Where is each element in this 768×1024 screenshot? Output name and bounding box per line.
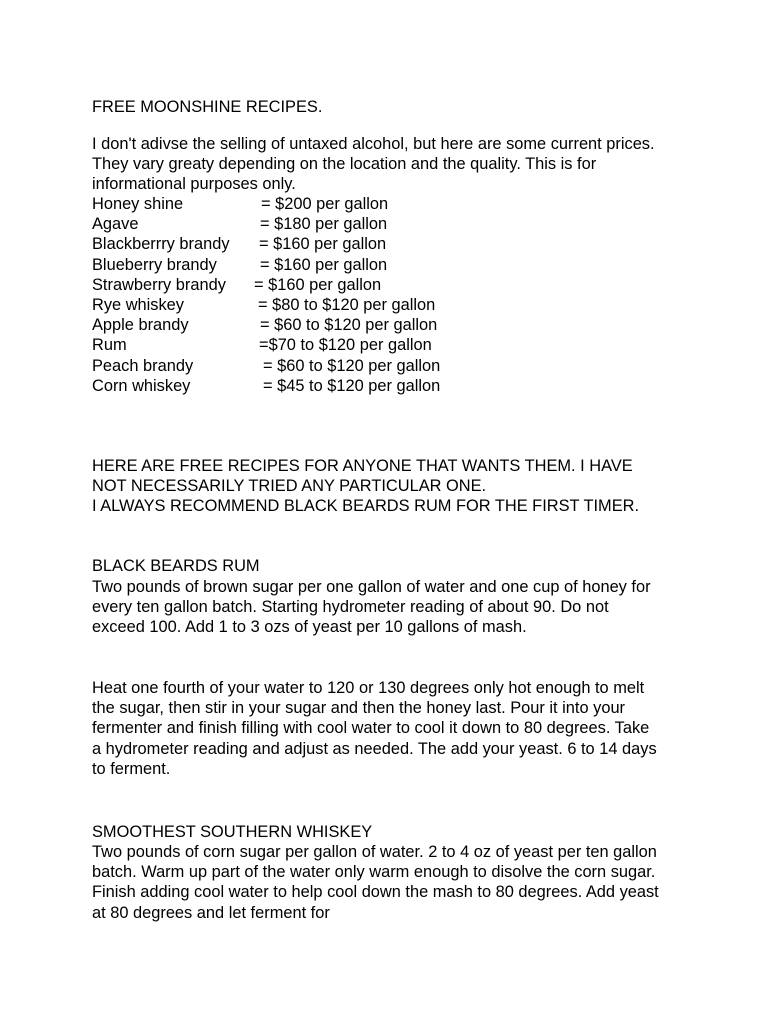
price-row: [92, 275, 572, 295]
intro-paragraph: I don't adivse the selling of untaxed alcohol, but here are some current prices. They vary greaty depending on the location and the quality. This is for informational purposes only.: [92, 135, 655, 194]
price-item-value: = $160 per gallon: [260, 255, 388, 274]
price-row: [92, 214, 572, 234]
price-row: [92, 356, 572, 376]
price-item-value: = $60 to $120 per gallon: [263, 356, 441, 375]
recommendation-text: I ALWAYS RECOMMEND BLACK BEARDS RUM FOR THE FIRST TIMER.: [92, 497, 640, 515]
price-row: [92, 335, 572, 355]
price-row: [92, 376, 572, 396]
price-item-name: Rum: [92, 336, 127, 355]
rum-paragraph-1: Two pounds of brown sugar per one gallon of water and one cup of honey for every ten gallon batch. Starting hydrometer reading of about 90. Do not exceed 100. Add 1 to 3 ozs of yeast per 10 gallons of mash.: [92, 578, 651, 637]
price-item-name: Blackberrry brandy: [92, 235, 230, 254]
document-title: FREE MOONSHINE RECIPES.: [92, 98, 323, 116]
price-item-name: Apple brandy: [92, 316, 189, 335]
price-item-value: = $160 per gallon: [259, 235, 387, 254]
price-item-value: = $80 to $120 per gallon: [258, 295, 436, 314]
price-row: [92, 255, 572, 275]
price-item-value: = $180 per gallon: [260, 215, 388, 234]
price-item-value: = $200 per gallon: [261, 195, 389, 213]
price-item-value: =$70 to $120 per gallon: [259, 336, 432, 355]
price-row: [92, 295, 572, 315]
price-item-value: = $45 to $120 per gallon: [263, 376, 441, 395]
price-item-value: = $160 per gallon: [254, 275, 382, 294]
price-row: [92, 194, 572, 214]
price-item-name: Blueberry brandy: [92, 255, 217, 274]
price-item-name: Rye whiskey: [92, 295, 184, 314]
price-row: [92, 315, 572, 335]
price-item-name: Corn whiskey: [92, 376, 191, 395]
price-row: [92, 234, 572, 254]
price-item-value: = $60 to $120 per gallon: [260, 316, 438, 335]
whiskey-paragraph-1: Two pounds of corn sugar per gallon of water. 2 to 4 oz of yeast per ten gallon batch. Warm up part of the water only warm enough to disolve the corn sugar. Finish adding cool water to help cool down the mash to 80 degrees. Add yeast at 80 degrees and let ferment for: [92, 843, 659, 922]
whiskey-heading: SMOOTHEST SOUTHERN WHISKEY: [92, 823, 373, 841]
recipes-intro: HERE ARE FREE RECIPES FOR ANYONE THAT WANTS THEM. I HAVE NOT NECESSARILY TRIED ANY PARTICULAR ONE.: [92, 457, 633, 496]
rum-heading: BLACK BEARDS RUM: [92, 557, 260, 575]
price-item-name: Agave: [92, 215, 139, 234]
price-item-name: Peach brandy: [92, 356, 194, 375]
rum-paragraph-2: Heat one fourth of your water to 120 or 130 degrees only hot enough to melt the sugar, then stir in your sugar and then the honey last. Pour it into your fermenter and finish filling with cool water to cool it down to 80 degrees. Take a hydrometer reading and adjust as needed. The add your yeast. 6 to 14 days to ferment.: [92, 679, 657, 778]
price-item-name: Strawberry brandy: [92, 275, 226, 294]
price-list: [92, 194, 572, 396]
price-item-name: Honey shine: [92, 195, 184, 213]
